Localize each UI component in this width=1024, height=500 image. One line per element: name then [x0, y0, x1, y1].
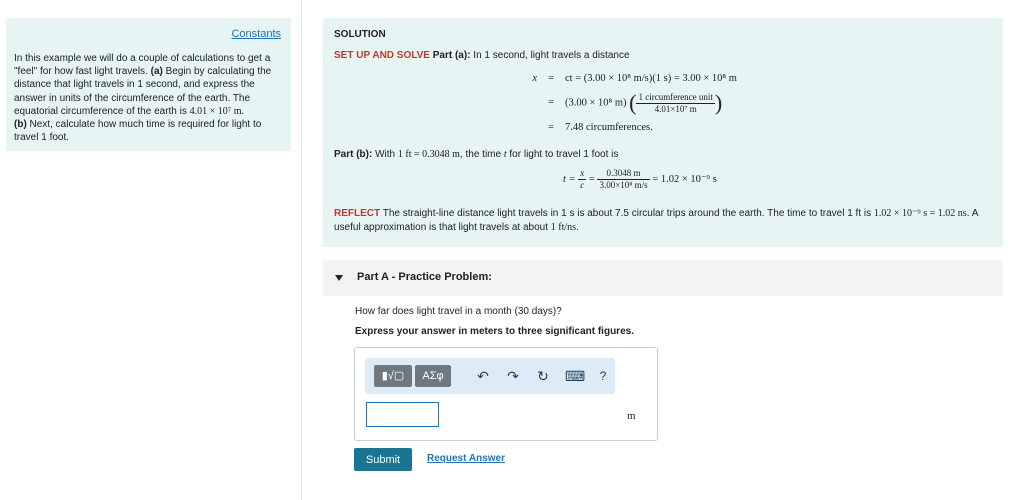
help-icon[interactable]: ? — [599, 369, 607, 383]
part-a-title: Part A - Practice Problem: — [357, 271, 492, 283]
redo-icon[interactable]: ↷ — [507, 368, 519, 384]
request-answer-link[interactable]: Request Answer — [427, 453, 505, 464]
equation-4: t = $\frac{x}{c}$ = $\frac{0.3048 m}{\text{3.00×10⁸ m/s}}$ = 1.02 × 10⁻⁹ s — [563, 168, 717, 190]
part-b-line: Part (b): With 1 ft = 0.3048 m, the time t for light to travel 1 foot is — [334, 149, 619, 160]
solution-box — [323, 18, 1003, 247]
collapse-triangle-icon[interactable] — [335, 275, 343, 281]
reflect-paragraph: REFLECT The straight-line distance light travels in 1 s is about 7.5 circular trips around the earth. The time to travel 1 ft is 1.02 × 10⁻⁹ s = 1.02 ns. A useful approximation is that light travels at about 1 ft/ns. — [334, 208, 978, 233]
constants-link[interactable]: Constants — [231, 28, 281, 40]
fraction-distance-over-speed: $\frac{0.3048 m}{\text{3.00×10⁸ m/s}}$ — [599, 168, 648, 190]
equation-1: x = ct = (3.00 × 10⁸ m/s)(1 s) = 3.00 × 10⁸ m — [532, 73, 737, 84]
submit-button[interactable]: Submit — [354, 448, 412, 471]
answer-instruction: Express your answer in meters to three significant figures. — [355, 326, 634, 337]
answer-input[interactable] — [366, 402, 439, 427]
column-divider — [301, 0, 302, 500]
undo-icon[interactable]: ↶ — [477, 368, 489, 384]
fraction-x-over-c: $\frac{x}{c}$ — [580, 168, 585, 190]
unit-label: m — [627, 410, 636, 422]
practice-question: How far does light travel in a month (30 days)? — [355, 306, 562, 317]
solution-title: SOLUTION — [334, 29, 386, 40]
fraction-circumference: $\frac{\text{1 circumference unit}}{\text{4.01×10⁷ m}}$ — [638, 91, 713, 114]
math-toolbar — [365, 358, 615, 394]
answer-container — [354, 347, 658, 441]
reset-icon[interactable]: ↻ — [537, 368, 549, 384]
equation-3: = 7.48 circumferences. — [548, 122, 653, 133]
template-button[interactable]: ▮√▢ — [374, 365, 412, 387]
setup-line: SET UP AND SOLVE Part (a): In 1 second, light travels a distance — [334, 50, 630, 61]
symbols-button[interactable]: ΑΣφ — [415, 365, 451, 387]
keyboard-icon[interactable]: ⌨ — [565, 368, 586, 384]
problem-panel — [6, 18, 291, 151]
problem-intro: In this example we will do a couple of calculations to get a "feel" for how fast light travels. (a) Begin by calculating the distance that light travels in 1 second, and express the answer in units of the circumference of the earth. The equatorial circumference of the earth is 4.01 × 10⁷ m. (b) Next, calculate how much time is required for light to travel 1 foot. — [14, 53, 272, 144]
part-a-header[interactable] — [323, 260, 1003, 296]
equation-2: = (3.00 × 10⁸ m) ( $\frac{\text{1 circumference unit}}{\text{4.01×10⁷ m}}$ ) — [548, 90, 723, 115]
